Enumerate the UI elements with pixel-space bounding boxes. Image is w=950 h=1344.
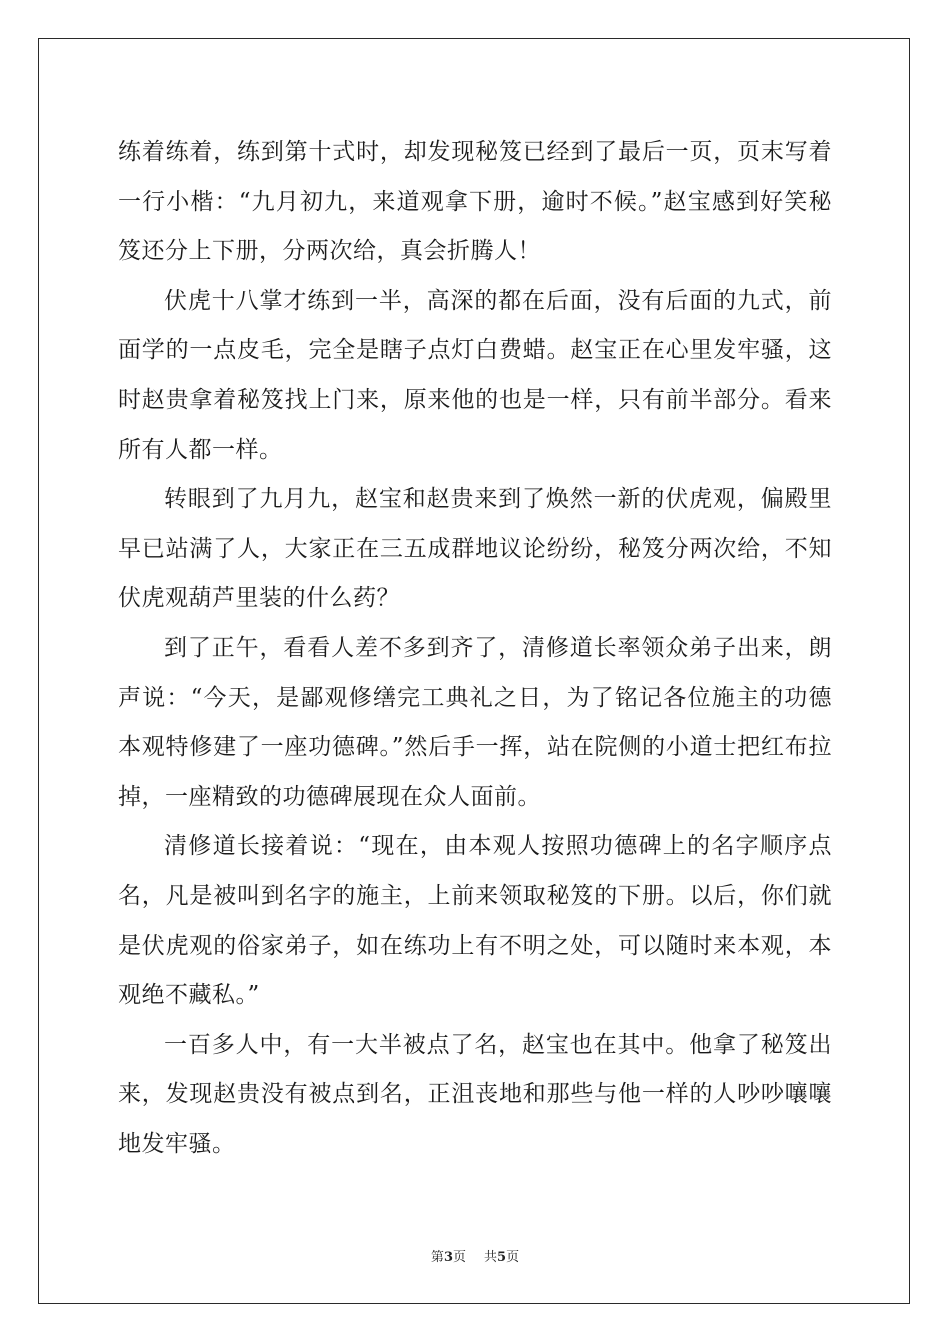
paragraph: 一百多人中，有一大半被点了名，赵宝也在其中。他拿了秘笈出来，发现赵贵没有被点到名，正沮丧地和那些与他一样的人吵吵嚷嚷地发牢骚。: [118, 1031, 832, 1157]
page-prefix: 第: [430, 1250, 444, 1265]
page-footer: [0, 1246, 950, 1265]
paragraph: 转眼到了九月九，赵宝和赵贵来到了焕然一新的伏虎观，偏殿里早已站满了人，大家正在三五成群地议论纷纷，秘笈分两次给，不知伏虎观葫芦里装的什么药？: [118, 486, 832, 612]
total-prefix: 共: [484, 1250, 498, 1265]
paragraph: 到了正午，看看人差不多到齐了，清修道长率领众弟子出来，朗声说：“今天，是鄙观修缮完工典礼之日，为了铭记各位施主的功德本观特修建了一座功德碑。”然后手一挥，站在院侧的小道士把红布拉掉，一座精致的功德碑展现在众人面前。: [118, 634, 832, 810]
total-suffix: 页: [506, 1250, 520, 1265]
page-suffix: 页: [452, 1250, 466, 1265]
paragraph: 清修道长接着说：“现在，由本观人按照功德碑上的名字顺序点名，凡是被叫到名字的施主，上前来领取秘笈的下册。以后，你们就是伏虎观的俗家弟子，如在练功上有不明之处，可以随时来本观，本观绝不藏私。”: [118, 833, 832, 1009]
current-page-number: 3: [443, 1250, 453, 1265]
paragraph: 伏虎十八掌才练到一半，高深的都在后面，没有后面的九式，前面学的一点皮毛，完全是瞎子点灯白费蜡。赵宝正在心里发牢骚，这时赵贵拿着秘笈找上门来，原来他的也是一样，只有前半部分。看来所有人都一样。: [118, 287, 832, 463]
document-body: [118, 128, 832, 1169]
total-page-number: 5: [497, 1250, 507, 1265]
paragraph: 练着练着，练到第十式时，却发现秘笈已经到了最后一页，页末写着一行小楷：“九月初九，来道观拿下册，逾时不候。”赵宝感到好笑秘笈还分上下册，分两次给，真会折腾人！: [118, 139, 832, 265]
